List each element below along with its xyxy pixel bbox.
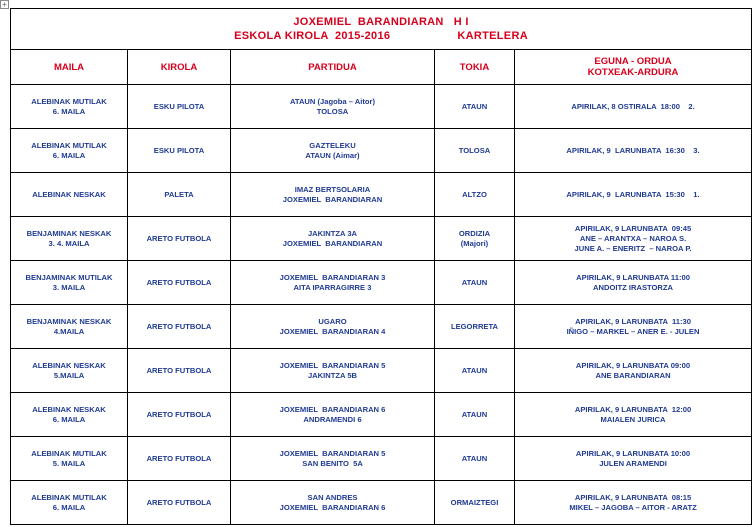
cell-maila — [11, 85, 128, 129]
cell-maila-line: BENJAMINAK MUTILAK — [25, 272, 113, 282]
cell-maila-line: 5. MAILA — [52, 458, 86, 468]
cell-maila — [11, 173, 128, 217]
cell-kirola — [128, 173, 231, 217]
cell-tokia — [435, 305, 515, 349]
cell-eguna — [515, 393, 752, 437]
cell-partidua — [231, 437, 435, 481]
cell-maila — [11, 129, 128, 173]
cell-kirola — [128, 129, 231, 173]
cell-partidua-line: ATAUN (Aimar) — [305, 150, 360, 160]
cell-maila-line: ALEBINAK NESKAK — [32, 189, 106, 199]
cell-eguna — [515, 261, 752, 305]
cell-tokia-line: ATAUN — [461, 453, 488, 463]
cell-tokia-line: ORMAIZTEGI — [450, 497, 499, 507]
cell-tokia-line: ATAUN — [461, 409, 488, 419]
cell-eguna-line: APIRILAK, 9 LARUNBATA 10:00 — [575, 448, 691, 458]
cell-eguna — [515, 85, 752, 129]
table-row — [11, 393, 752, 437]
cell-kirola-line: ARETO FUTBOLA — [146, 497, 212, 507]
cell-eguna-line: JULEN ARAMENDI — [599, 458, 667, 468]
cell-eguna-line: APIRILAK, 8 OSTIRALA 18:00 2. — [571, 101, 695, 111]
cell-maila-line: ALEBINAK NESKAK — [32, 360, 106, 370]
cell-kirola — [128, 349, 231, 393]
table-move-handle-icon[interactable]: + — [0, 0, 9, 9]
cell-partidua — [231, 217, 435, 261]
cell-partidua-line: JOXEMIEL BARANDIARAN 3 — [279, 272, 386, 282]
cell-kirola-line: ARETO FUTBOLA — [146, 365, 212, 375]
cell-kirola — [128, 305, 231, 349]
cell-maila — [11, 261, 128, 305]
cell-tokia — [435, 349, 515, 393]
title-line-1: JOXEMIEL BARANDIARAN H I — [293, 16, 469, 28]
cell-partidua-line: JOXEMIEL BARANDIARAN 5 — [279, 448, 386, 458]
cell-eguna-line: APIRILAK, 9 LARUNBATA 12:00 — [574, 404, 692, 414]
cell-maila-line: ALEBINAK MUTILAK — [31, 492, 107, 502]
cell-partidua — [231, 393, 435, 437]
cell-eguna-line: APIRILAK, 9 LARUNBATA 16:30 3. — [566, 145, 700, 155]
cell-kirola-line: ARETO FUTBOLA — [146, 453, 212, 463]
cell-partidua-line: ANDRAMENDI 6 — [303, 414, 362, 424]
cell-maila-line: ALEBINAK MUTILAK — [31, 96, 107, 106]
cell-maila-line: 6. MAILA — [52, 150, 86, 160]
cell-partidua — [231, 173, 435, 217]
cell-partidua — [231, 261, 435, 305]
header-maila: MAILA — [11, 50, 128, 85]
cell-kirola-line: ESKU PILOTA — [153, 101, 205, 111]
cell-tokia — [435, 85, 515, 129]
cell-maila-line: ALEBINAK NESKAK — [32, 404, 106, 414]
cell-eguna — [515, 173, 752, 217]
cell-eguna-line: APIRILAK, 9 LARUNBATA 11:30 — [575, 316, 691, 326]
cell-partidua-line: JOXEMIEL BARANDIARAN 6 — [279, 502, 386, 512]
cell-eguna-line: APIRILAK, 9 LARUNBATA 08:15 — [574, 492, 692, 502]
cell-maila-line: 6. MAILA — [52, 414, 86, 424]
cell-partidua-line: ATAUN (Jagoba – Aitor) — [289, 96, 376, 106]
header-eguna — [515, 50, 752, 85]
cell-eguna-line: ANE BARANDIARAN — [595, 370, 671, 380]
table-row — [11, 173, 752, 217]
cell-partidua-line: JOXEMIEL BARANDIARAN 5 — [279, 360, 386, 370]
cell-tokia — [435, 173, 515, 217]
cell-partidua-line: JOXEMIEL BARANDIARAN 4 — [279, 326, 386, 336]
title-row — [11, 9, 752, 50]
cell-partidua-line: JAKINTZA 5B — [307, 370, 358, 380]
cell-kirola — [128, 481, 231, 525]
table-row — [11, 305, 752, 349]
cell-maila-line: ALEBINAK MUTILAK — [31, 140, 107, 150]
cell-eguna-line: APIRILAK, 9 LARUNBATA 15:30 1. — [566, 189, 700, 199]
cell-tokia — [435, 393, 515, 437]
cell-kirola-line: ARETO FUTBOLA — [146, 277, 212, 287]
cell-maila-line: ALEBINAK MUTILAK — [31, 448, 107, 458]
cell-maila-line: BENJAMINAK NESKAK — [26, 228, 112, 238]
cell-kirola — [128, 393, 231, 437]
cell-tokia-line: ATAUN — [461, 101, 488, 111]
table-row — [11, 261, 752, 305]
cell-eguna — [515, 217, 752, 261]
cell-eguna — [515, 129, 752, 173]
cell-tokia-line: (Majori) — [460, 238, 489, 248]
table-row — [11, 349, 752, 393]
cell-kirola — [128, 217, 231, 261]
cell-tokia-line: ALTZO — [462, 189, 487, 199]
cell-kirola-line: PALETA — [164, 189, 194, 199]
cell-partidua — [231, 129, 435, 173]
header-tokia: TOKIA — [435, 50, 515, 85]
cell-maila — [11, 393, 128, 437]
cell-partidua-line: IMAZ BERTSOLARIA — [294, 184, 371, 194]
cell-partidua — [231, 349, 435, 393]
table-row — [11, 129, 752, 173]
cell-maila — [11, 481, 128, 525]
cell-eguna-line: APIRILAK, 9 LARUNBATA 11:00 — [576, 272, 690, 282]
cell-partidua — [231, 481, 435, 525]
cell-tokia — [435, 217, 515, 261]
cell-eguna — [515, 437, 752, 481]
cell-partidua-line: UGARO — [318, 316, 347, 326]
table-row — [11, 437, 752, 481]
cell-partidua-line: AITA IPARRAGIRRE 3 — [293, 282, 372, 292]
cell-maila-line: 4.MAILA — [53, 326, 85, 336]
cell-partidua-line: JOXEMIEL BARANDIARAN 6 — [279, 404, 386, 414]
cell-maila — [11, 217, 128, 261]
table-row — [11, 217, 752, 261]
cell-eguna — [515, 349, 752, 393]
cell-kirola-line: ARETO FUTBOLA — [146, 233, 212, 243]
cell-tokia — [435, 481, 515, 525]
cell-kirola-line: ARETO FUTBOLA — [146, 321, 212, 331]
cell-maila-line: 3. MAILA — [52, 282, 86, 292]
title-line-2: ESKOLA KIROLA 2015-2016 KARTELERA — [234, 30, 528, 42]
cell-maila-line: 5.MAILA — [53, 370, 85, 380]
cell-partidua — [231, 305, 435, 349]
cell-eguna-line: ANDOITZ IRASTORZA — [593, 282, 674, 292]
cell-eguna-line: IÑIGO – MARKEL – ANER E. - JULEN — [566, 326, 700, 336]
cell-tokia-line: ATAUN — [461, 365, 488, 375]
cell-tokia-line: LEGORRETA — [450, 321, 499, 331]
cell-maila-line: 6. MAILA — [52, 502, 86, 512]
cell-tokia-line: TOLOSA — [458, 145, 491, 155]
cell-eguna-line: JUNE A. – ENERITZ – NAROA P. — [574, 243, 692, 253]
cell-partidua — [231, 85, 435, 129]
header-partidua: PARTIDUA — [231, 50, 435, 85]
cell-tokia — [435, 437, 515, 481]
cell-partidua-line: GAZTELEKU — [309, 140, 356, 150]
header-eguna-line-2: KOTXEAK-ARDURA — [587, 67, 679, 78]
cell-tokia — [435, 261, 515, 305]
cell-maila — [11, 349, 128, 393]
cell-tokia — [435, 129, 515, 173]
cell-eguna — [515, 481, 752, 525]
header-eguna-line-1: EGUNA - ORDUA — [594, 56, 672, 67]
table-row — [11, 85, 752, 129]
cell-kirola-line: ARETO FUTBOLA — [146, 409, 212, 419]
cell-partidua-line: JAKINTZA 3A — [307, 228, 358, 238]
cell-kirola-line: ESKU PILOTA — [153, 145, 205, 155]
cell-maila-line: BENJAMINAK NESKAK — [26, 316, 112, 326]
cell-partidua-line: SAN BENITO 5A — [302, 458, 363, 468]
cell-partidua-line: TOLOSA — [316, 106, 349, 116]
cell-eguna-line: ANE – ARANTXA – NAROA S. — [579, 233, 687, 243]
cell-eguna-line: APIRILAK, 9 LARUNBATA 09:45 — [574, 223, 692, 233]
cell-kirola — [128, 437, 231, 481]
cell-maila-line: 6. MAILA — [52, 106, 86, 116]
cell-eguna — [515, 305, 752, 349]
cell-partidua-line: JOXEMIEL BARANDIARAN — [282, 238, 383, 248]
schedule-table — [10, 8, 752, 525]
header-row — [11, 50, 752, 85]
cell-partidua-line: JOXEMIEL BARANDIARAN — [282, 194, 383, 204]
page-title — [11, 9, 752, 50]
cell-maila-line: 3. 4. MAILA — [48, 238, 90, 248]
cell-tokia-line: ATAUN — [461, 277, 488, 287]
cell-partidua-line: SAN ANDRES — [307, 492, 358, 502]
cell-eguna-line: APIRILAK, 9 LARUNBATA 09:00 — [575, 360, 691, 370]
cell-kirola — [128, 85, 231, 129]
cell-tokia-line: ORDIZIA — [458, 228, 491, 238]
cell-maila — [11, 305, 128, 349]
cell-kirola — [128, 261, 231, 305]
table-row — [11, 481, 752, 525]
cell-eguna-line: MAIALEN JURICA — [600, 414, 666, 424]
cell-eguna-line: MIKEL – JAGOBA – AITOR - ARATZ — [569, 502, 697, 512]
cell-maila — [11, 437, 128, 481]
header-kirola: KIROLA — [128, 50, 231, 85]
